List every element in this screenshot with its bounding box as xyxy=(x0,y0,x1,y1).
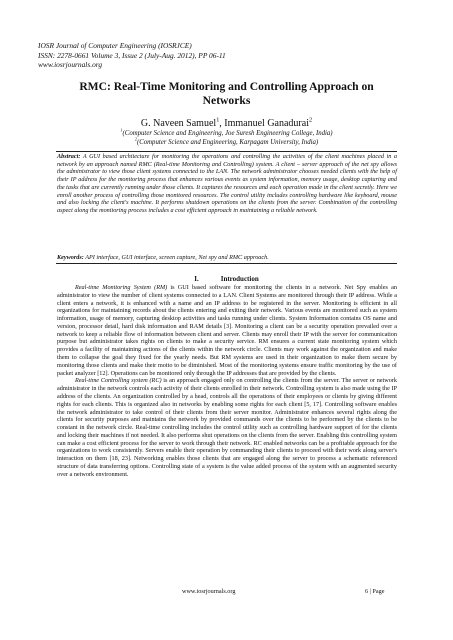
journal-name: IOSR Journal of Computer Engineering (IOSRJCE) xyxy=(38,41,192,50)
journal-header xyxy=(38,41,226,70)
paragraph-2-lead: Real-time Controlling system (RC) xyxy=(75,377,162,385)
affiliation-1-mark: 1 xyxy=(120,127,123,133)
section-number: I. xyxy=(194,275,199,283)
author-separator: , xyxy=(219,118,225,129)
paragraph-2 xyxy=(57,377,397,478)
title-line-1: RMC: Real-Time Monitoring and Controlling Approach on xyxy=(79,80,374,93)
paragraph-1-lead: Real-time Monitoring System (RM) xyxy=(75,284,168,291)
paragraph-1 xyxy=(57,284,397,377)
affiliation-2-mark: 2 xyxy=(134,136,137,142)
abstract-text: A GUI based architecture for monitoring the operations and controlling the activities of the client machines placed in a network by an approach named RMC (Real-time Monitoring and Controlling) system. A client – server approach of the net spy allows the administrator to view those client systems connected to the LAN. The network administrator chooses needed clients with the help of their IP address for the monitoring process that enhances various events as system information, memory usage, desktop capturing and the tasks that are currently running under those clients. It captures the resources and each operation made in the client secretly. Here we enroll another process of controlling those monitored resources. The control utility includes controlling hardware like keyboard, mouse and also locking the client's machine. It performs shutdown operations on the clients from the server. Combination of the controlling aspect along the monitoring process includes a cost efficient approach in maintaining a reliable network. xyxy=(57,153,397,215)
affiliations xyxy=(30,127,423,147)
section-heading xyxy=(30,275,423,284)
paragraph-1-text: is GUI based software for monitoring the clients in a network. Net Spy enables an administrator to view the number of client systems connected to a LAN. Client Systems are monitored through their IP address. While a client enters a network, it is enhanced with a name and an IP address to be registered in the server. Monitoring is efficient in all organizations for maintaining records about the clients entering and exiting their network. Various events are monitored such as system information, usage of memory, capturing desktop activities and tasks running under clients. System Information contains OS name and version, processor detail, hard disk information and RAM details [3]. Monitoring a client can be a security operation prevailed over a network to keep a reliable flow of information between client and server. Clients may enroll their IP with the server for communication purpose but administrator takes rights on clients to make a security service. RM ensures a current state monitoring system which provides a facility of maintaining actions of the clients within the network circle. Clients may work against the organization and make them to collapse the goal they fixed for the yearly needs. But RM systems are used in their organization to make them secure by monitoring those clients and make their motto to be diminished. Most of the monitoring systems ensure traffic monitoring by the use of packet analyzer [12]. Operations can be monitored only through the IP addresses that are provided by the clients. xyxy=(57,284,397,377)
section-title: Introduction xyxy=(220,275,259,283)
body-text xyxy=(57,284,397,479)
abstract-label: Abstract: xyxy=(57,153,81,160)
footer-website: www.iosrjournals.org xyxy=(182,588,236,595)
footer-page-number: 6 | Page xyxy=(365,588,385,595)
keywords-label: Keywords: xyxy=(57,254,84,261)
abstract-bottom-rule xyxy=(56,263,397,264)
author-1-affil-mark: 1 xyxy=(216,116,220,124)
author-1: G. Naveen Samuel xyxy=(140,118,217,129)
affiliation-1-text: (Computer Science and Engineering, Joe Suresh Engineering College, India) xyxy=(122,130,333,137)
affiliation-2-text: (Computer Science and Engineering, Karpagam University, India) xyxy=(136,138,319,146)
paragraph-2-text: is an approach engaged only on controlling the clients from the server. The server or network administrator in the network controls each activity of their clients enrolled in their network. Controlling system is also made using the IP address of the clients. An organization controlled by a head, controls all the operations of their employees or clients by giving different rights for each clients. This is organized also in networks by enabling some rights for each client [5, 17]. Controlling software enables the network administrator to take control of their clients from their server monitor. Administrator enhances several rights along the clients for security purposes and maintains the network by provided commands over the clients to be performed by the clients to be constant in the network circle. Real-time controlling includes the control utility such as controlling hardware support of for the clients and locking their machines if not needed. It also performs shut operations on the clients from the server. Enabling this controlling system can make a cost efficient process for the server to work through their network. RC enabled networks can be a profitable approach for the organizations to work consistently. Servers enable their operation by commanding their clients to proceed with their work along server's interaction on them [18, 23]. Networking enables those clients that are engaged along the server to process a schematic referenced structure of data transferring options. Controlling state of a system is the value added process of the system with an augmented security over a network environment. xyxy=(57,377,397,478)
keywords xyxy=(57,254,397,262)
title-line-2: Networks xyxy=(202,94,251,107)
affiliation-2 xyxy=(30,136,423,148)
abstract-top-rule xyxy=(56,151,397,152)
abstract xyxy=(57,153,397,215)
paper-title xyxy=(30,80,423,108)
keywords-text: API interface, GUI interface, screen capture, Net spy and RMC approach. xyxy=(83,254,269,261)
journal-website: www.iosrjournals.org xyxy=(38,60,103,70)
author-list xyxy=(30,118,423,130)
author-2: Immanuel Ganadurai xyxy=(224,118,309,129)
journal-issn: ISSN: 2278-0661 Volume 3, Issue 2 (July-Aug. 2012), PP 06-11 xyxy=(38,50,226,60)
author-2-affil-mark: 2 xyxy=(308,116,313,124)
